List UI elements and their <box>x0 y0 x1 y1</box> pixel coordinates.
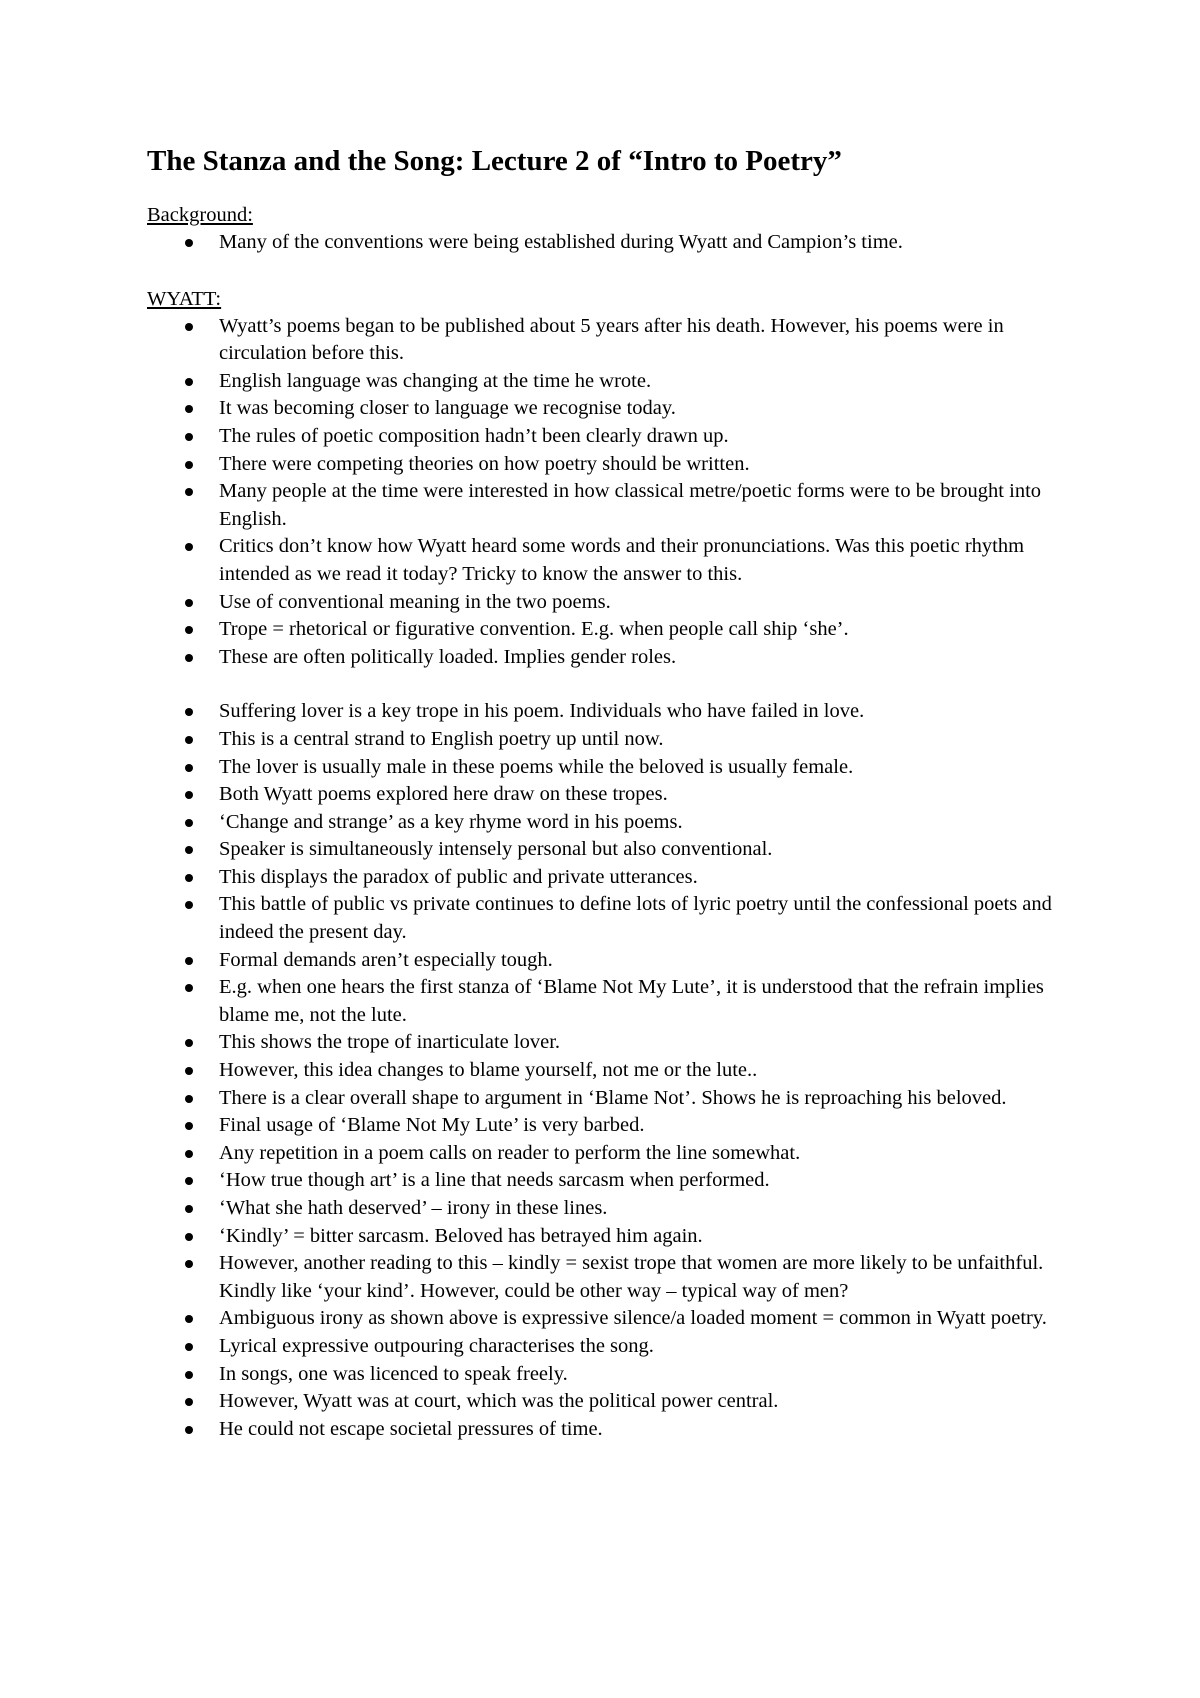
list-item-text: English language was changing at the time he wrote. <box>219 369 652 392</box>
bullet-icon <box>185 654 193 662</box>
list-item <box>147 1029 1080 1057</box>
bullet-icon <box>185 1233 193 1241</box>
bullet-icon <box>185 1177 193 1185</box>
list-item-text: Speaker is simultaneously intensely personal but also conventional. <box>219 838 773 861</box>
list-item <box>147 754 1080 782</box>
list-item-text: ‘Change and strange’ as a key rhyme word in his poems. <box>219 810 683 833</box>
bullet-icon <box>185 874 193 882</box>
list-item <box>147 1140 1080 1168</box>
list-item-text: There is a clear overall shape to argument in ‘Blame Not’. Shows he is reproaching his beloved. <box>219 1086 1007 1109</box>
list-item <box>147 726 1080 754</box>
list-item-text: ‘How true though art’ is a line that needs sarcasm when performed. <box>219 1169 770 1192</box>
bullet-icon <box>185 1426 193 1434</box>
bullet-list <box>147 698 1080 1443</box>
bullet-icon <box>185 461 193 469</box>
bullet-icon <box>185 901 193 909</box>
bullet-icon <box>185 1315 193 1323</box>
bullet-icon <box>185 1343 193 1351</box>
list-item <box>147 478 1080 533</box>
list-item-text: He could not escape societal pressures of time. <box>219 1417 603 1440</box>
document-body <box>147 201 1080 1443</box>
list-item-text: Both Wyatt poems explored here draw on these tropes. <box>219 783 668 806</box>
list-item-text: Suffering lover is a key trope in his poem. Individuals who have failed in love. <box>219 700 865 723</box>
bullet-icon <box>185 708 193 716</box>
bullet-icon <box>185 1039 193 1047</box>
list-item-text: Final usage of ‘Blame Not My Lute’ is very barbed. <box>219 1114 645 1137</box>
bullet-icon <box>185 819 193 827</box>
list-item <box>147 423 1080 451</box>
list-item <box>147 1112 1080 1140</box>
list-item-text: Lyrical expressive outpouring characterises the song. <box>219 1334 654 1357</box>
list-item-text: ‘What she hath deserved’ – irony in these lines. <box>219 1197 608 1219</box>
list-item-text: Critics don’t know how Wyatt heard some words and their pronunciations. Was this poetic rhythm intended as we read it today? Tricky to know the answer to this. <box>219 535 1025 585</box>
list-item-text: Ambiguous irony as shown above is expressive silence/a loaded moment = common in Wyatt poetry. <box>219 1307 1047 1330</box>
section-heading: Background: <box>147 204 253 226</box>
bullet-icon <box>185 957 193 965</box>
bullet-icon <box>185 736 193 744</box>
list-item <box>147 1388 1080 1416</box>
list-item <box>147 313 1080 368</box>
bullet-list <box>147 313 1080 672</box>
list-item-text: The lover is usually male in these poems while the beloved is usually female. <box>219 755 854 778</box>
list-item <box>147 1305 1080 1333</box>
list-item-text: This displays the paradox of public and private utterances. <box>219 865 698 888</box>
list-item <box>147 698 1080 726</box>
list-spacer <box>147 671 1080 698</box>
bullet-icon <box>185 791 193 799</box>
bullet-icon <box>185 1260 193 1268</box>
section-heading: WYATT: <box>147 287 222 310</box>
bullet-icon <box>185 1122 193 1130</box>
bullet-icon <box>185 433 193 441</box>
list-item-text: Many people at the time were interested in how classical metre/poetic forms were to be brought into English. <box>219 480 1042 530</box>
list-item-text: There were competing theories on how poetry should be written. <box>219 452 750 475</box>
list-item <box>147 1250 1080 1305</box>
list-item <box>147 451 1080 479</box>
list-item-text: Trope = rhetorical or figurative convention. E.g. when people call ship ‘she’. <box>219 618 849 641</box>
list-item-text: Any repetition in a poem calls on reader to perform the line somewhat. <box>219 1141 801 1164</box>
list-item-text: Formal demands aren’t especially tough. <box>219 948 553 971</box>
list-item-text: ‘Kindly’ = bitter sarcasm. Beloved has betrayed him again. <box>219 1224 703 1247</box>
list-item <box>147 891 1080 946</box>
list-item <box>147 395 1080 423</box>
bullet-icon <box>185 323 193 331</box>
bullet-icon <box>185 984 193 992</box>
list-item-text: It was becoming closer to language we recognise today. <box>219 397 676 420</box>
bullet-icon <box>185 846 193 854</box>
bullet-icon <box>185 405 193 413</box>
list-item <box>147 1057 1080 1085</box>
list-item <box>147 809 1080 837</box>
bullet-icon <box>185 1095 193 1103</box>
list-item <box>147 1333 1080 1361</box>
bullet-icon <box>185 1067 193 1075</box>
bullet-icon <box>185 1205 193 1213</box>
list-item-text: This battle of public vs private continues to define lots of lyric poetry until the confessional poets and indeed the present day. <box>219 893 1052 944</box>
list-item <box>147 1195 1080 1223</box>
list-item-text: In songs, one was licenced to speak freely. <box>219 1362 568 1385</box>
list-item <box>147 1361 1080 1389</box>
list-item-text: These are often politically loaded. Implies gender roles. <box>219 645 677 668</box>
list-item-text: However, another reading to this – kindly = sexist trope that women are more likely to be unfaithful. Kindly like ‘your kind’. However, could be other way – typical way of men? <box>219 1252 1044 1302</box>
list-item-text: However, this idea changes to blame yourself, not me or the lute.. <box>219 1059 758 1082</box>
list-item-text: This is a central strand to English poetry up until now. <box>219 727 664 750</box>
section-spacer <box>147 257 1080 285</box>
bullet-icon <box>185 239 193 247</box>
list-item <box>147 1416 1080 1444</box>
bullet-icon <box>185 378 193 386</box>
list-item-text: Use of conventional meaning in the two poems. <box>219 590 611 613</box>
list-item <box>147 947 1080 975</box>
list-item <box>147 1085 1080 1113</box>
list-item-text: E.g. when one hears the first stanza of ‘Blame Not My Lute’, it is understood that the refrain implies blame me, not the lute. <box>219 976 1044 1026</box>
list-item <box>147 864 1080 892</box>
bullet-icon <box>185 543 193 551</box>
list-item-text: Many of the conventions were being established during Wyatt and Campion’s time. <box>219 231 903 253</box>
bullet-list <box>147 229 1080 257</box>
list-item <box>147 1167 1080 1195</box>
list-item <box>147 836 1080 864</box>
list-item <box>147 644 1080 672</box>
list-item <box>147 533 1080 588</box>
list-item <box>147 589 1080 617</box>
bullet-icon <box>185 1371 193 1379</box>
list-item <box>147 781 1080 809</box>
list-item <box>147 229 1080 257</box>
list-item <box>147 616 1080 644</box>
bullet-icon <box>185 599 193 607</box>
document-title: The Stanza and the Song: Lecture 2 of “Intro to Poetry” <box>147 145 842 177</box>
bullet-icon <box>185 626 193 634</box>
list-item <box>147 368 1080 396</box>
bullet-icon <box>185 1150 193 1158</box>
list-item <box>147 974 1080 1029</box>
list-item <box>147 1223 1080 1251</box>
list-item-text: Wyatt’s poems began to be published about 5 years after his death. However, his poems were in circulation before this. <box>219 314 1004 365</box>
bullet-icon <box>185 488 193 496</box>
list-item-text: The rules of poetic composition hadn’t been clearly drawn up. <box>219 424 729 447</box>
list-item-text: This shows the trope of inarticulate lover. <box>219 1031 561 1054</box>
list-item-text: However, Wyatt was at court, which was the political power central. <box>219 1390 779 1413</box>
bullet-icon <box>185 764 193 772</box>
bullet-icon <box>185 1398 193 1406</box>
